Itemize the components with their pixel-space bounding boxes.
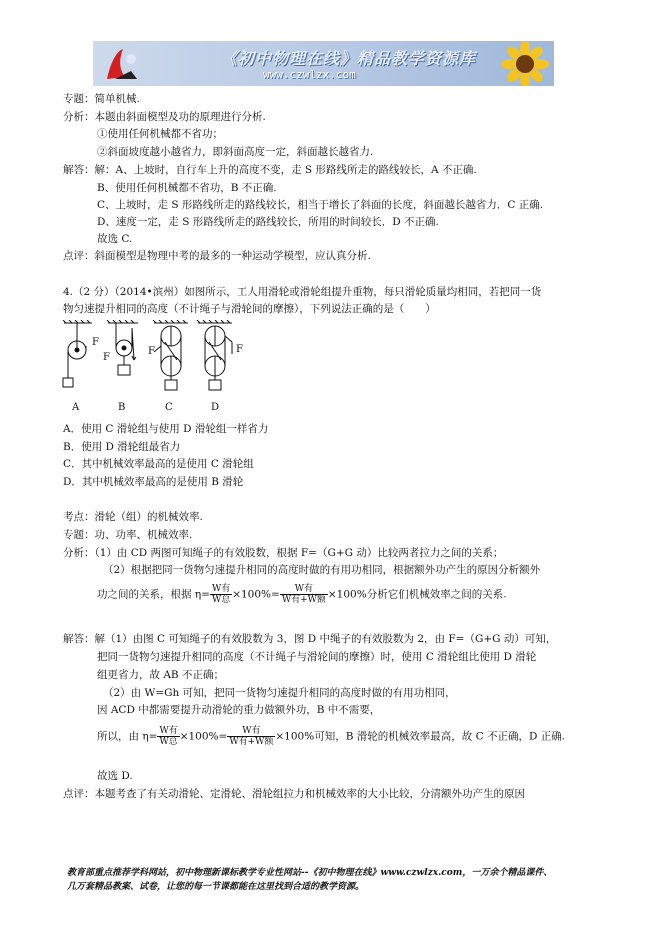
q4-option-d: D．其中机械效率最高的是使用 B 滑轮: [63, 476, 244, 488]
efficiency-fraction-3: [157, 726, 179, 747]
a4-comment-text: 本题考查了有关动滑轮、定滑轮、滑轮组拉力和机械效率的大小比较，分清额外功产生的原因: [94, 788, 525, 800]
prev-comment: [63, 248, 371, 263]
sunflower-icon: [493, 41, 554, 86]
figure-label-d: D: [211, 402, 220, 413]
figure-label-b: B: [118, 402, 126, 413]
a4-analysis: [63, 545, 503, 560]
a4-solution-6: [97, 726, 565, 747]
prev-analysis-2: ②斜面坡度越小越省力，即斜面高度一定，斜面越长越省力.: [97, 146, 374, 158]
a4-analysis-3a: 功之间的关系，根据 η=: [97, 588, 210, 601]
a4-solution-3: 组更省力，故 AB 不正确；: [97, 669, 224, 681]
prev-comment-label: 点评：: [63, 250, 95, 262]
q4-option-c: C．其中机械效率最高的是使用 C 滑轮组: [63, 458, 254, 470]
pulley-d-diagram: [197, 320, 232, 390]
prev-analysis-label: 分析：: [63, 111, 95, 123]
a4-solution-label: 解答：: [63, 633, 95, 645]
a4-analysis-1: （1）由 CD 两图可知绳子的有效股数，根据 F=（G+G 动）比较两者拉力之间的关系；: [94, 547, 504, 559]
pulley-figure: [62, 320, 242, 398]
q4-option-a: A．使用 C 滑轮组与使用 D 滑轮组一样省力: [63, 423, 269, 435]
prev-topic-label: 专题：: [63, 93, 95, 105]
a4-solution-4: （2）由 W=Gh 可知，把同一货物匀速提升相同的高度时做的有用功相同，: [103, 687, 456, 699]
force-label-d: F: [236, 344, 243, 355]
prev-solution: [63, 162, 477, 177]
prev-topic: [63, 91, 140, 106]
a4-solution-choice: 故选 D.: [97, 770, 133, 782]
a4-analysis-2: （2）根据把同一货物匀速提升相同的高度时做的有用功相同，根据额外功产生的原因分析额外: [103, 564, 541, 576]
prev-comment-text: 斜面模型是物理中考的最多的一种运动学模型，应认真分析.: [94, 250, 371, 262]
a4-solution: [63, 631, 556, 646]
frac-den: W总: [159, 737, 178, 747]
banner-title: 《初中物理在线》精品教学资源库: [221, 49, 477, 68]
a4-analysis-3c: ×100%分析它们机械效率之间的关系.: [327, 588, 507, 601]
frac-num: W有: [211, 584, 231, 594]
frac-num: W有: [280, 584, 328, 595]
a4-point-label: 考点：: [63, 511, 95, 523]
a4-topic: [63, 527, 192, 542]
efficiency-fraction-2: [280, 584, 328, 605]
prev-analysis: [63, 109, 266, 124]
prev-analysis-intro: 本题由斜面模型及功的原理进行分析.: [94, 111, 266, 123]
prev-analysis-1: ①使用任何机械都不省功；: [97, 128, 223, 140]
a4-topic-text: 功、功率、机械效率.: [94, 529, 193, 541]
a4-topic-label: 专题：: [63, 529, 95, 541]
banner-url: www.czwlzx.com: [263, 68, 356, 81]
frac-den: W有+W额: [229, 737, 274, 747]
force-label-a: F: [92, 337, 99, 348]
prev-solution-b: B、使用任何机械都不省功，B 不正确.: [97, 182, 277, 194]
pulley-b-diagram: [107, 320, 138, 375]
q4-stem-2: 物匀速提升相同的高度（不计绳子与滑轮间的摩擦），下列说法正确的是（ ）: [63, 303, 436, 315]
a4-point: [63, 509, 203, 524]
frac-num: W有: [159, 726, 178, 736]
footer-line-1: 教育部重点推荐学科网站，初中物理新课标教学专业性网站--《初中物理在线》www.czwlzx.com，一万余个精品课件、: [67, 868, 553, 878]
a4-solution-1: 解（1）由图 C 可知绳子的有效股数为 3，图 D 中绳子的有效股数为 2，由 F=（G+G 动）可知，: [94, 633, 557, 645]
prev-solution-a: 解：A、上坡时，自行车上升的高度不变，走 S 形路线所走的路线较长，A 不正确.: [94, 164, 477, 176]
frac-den: W总: [211, 595, 231, 605]
prev-solution-choice: 故选 C.: [97, 233, 133, 245]
prev-solution-c: C、上坡时，走 S 形路线所走的路线较长，相当于增长了斜面的长度，斜面越长越省力．C 正确.: [97, 199, 544, 211]
pulley-c-diagram: [153, 320, 188, 390]
a4-solution-6b: ×100%=: [179, 730, 228, 743]
frac-den: W有+W额: [281, 595, 326, 605]
q4-option-b: B．使用 D 滑轮组最省力: [63, 441, 181, 453]
pulley-a-diagram: [63, 320, 92, 387]
a4-analysis-3b: ×100%=: [232, 588, 280, 601]
a4-solution-2: 把同一货物匀速提升相同的高度（不计绳子与滑轮间的摩擦）时，使用 C 滑轮组比使用 D 滑轮: [97, 651, 537, 663]
force-label-c: F: [148, 346, 155, 357]
efficiency-fraction-1: [210, 584, 232, 605]
figure-label-a: A: [72, 402, 80, 413]
a4-point-text: 滑轮（组）的机械效率.: [94, 511, 203, 523]
prev-solution-d: D、速度一定，走 S 形路线所走的路线较长，所用的时间较长．D 不正确.: [97, 216, 439, 228]
a4-comment: [63, 786, 525, 801]
a4-solution-6a: 所以，由 η=: [97, 730, 158, 743]
footer-line-2: 几万套精品教案、试卷，让您的每一节课都能在这里找到合适的教学资源。: [67, 882, 365, 892]
a4-solution-5: 因 ACD 中都需要提升动滑轮的重力做额外功，B 中不需要，: [97, 704, 381, 716]
a4-comment-label: 点评：: [63, 788, 95, 800]
figure-label-c: C: [165, 402, 173, 413]
prev-topic-text: 简单机械.: [94, 93, 140, 105]
q4-stem-1: 4.（2 分）（2014•滨州）如图所示，工人用滑轮或滑轮组提升重物，每只滑轮质量均相同，若把同一货: [63, 286, 542, 298]
a4-analysis-3: [97, 584, 507, 605]
site-logo-icon: [101, 45, 141, 83]
prev-solution-label: 解答：: [63, 164, 95, 176]
efficiency-fraction-4: [227, 726, 275, 747]
a4-analysis-label: 分析：: [63, 547, 95, 559]
frac-num: W有: [227, 726, 275, 737]
force-label-b: F: [103, 352, 110, 363]
a4-solution-6c: ×100%可知，B 滑轮的机械效率最高，故 C 不正确，D 正确.: [275, 730, 566, 743]
header-banner: [93, 41, 554, 86]
